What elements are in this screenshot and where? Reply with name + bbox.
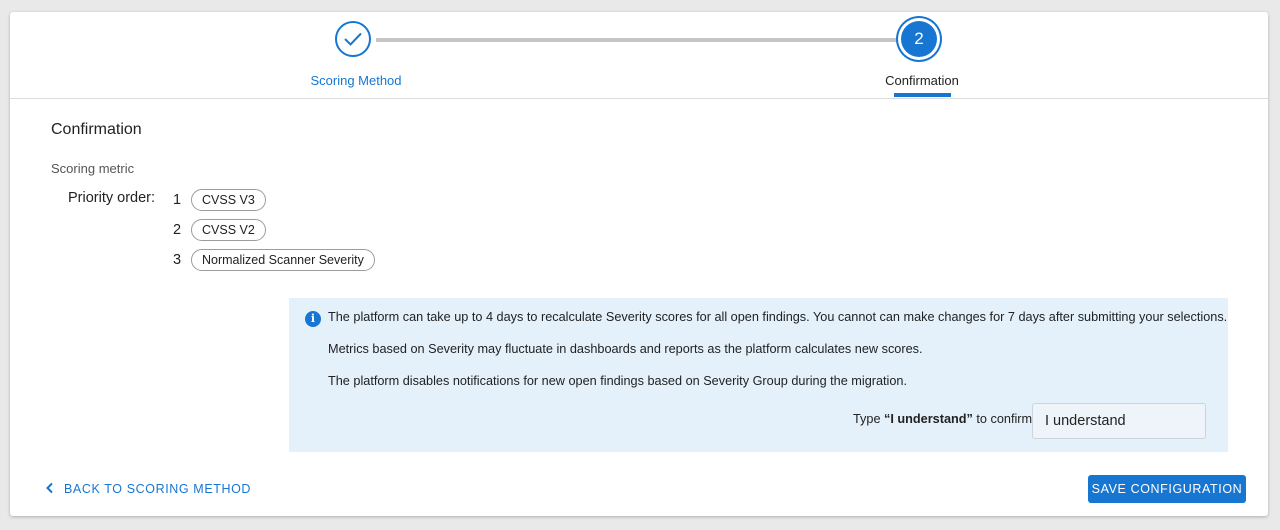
metric-chip: CVSS V2 bbox=[191, 219, 266, 241]
priority-rank: 1 bbox=[173, 192, 182, 208]
priority-rank: 2 bbox=[173, 222, 182, 238]
check-icon bbox=[343, 31, 363, 47]
confirm-input[interactable] bbox=[1032, 403, 1206, 439]
back-to-scoring-method-button[interactable] bbox=[40, 480, 251, 498]
confirm-phrase: “I understand” bbox=[884, 412, 973, 426]
configuration-card bbox=[10, 12, 1268, 516]
priority-rank: 3 bbox=[173, 252, 182, 268]
stepper-connector bbox=[376, 38, 902, 42]
confirm-instruction bbox=[853, 412, 1032, 426]
step-scoring-method-label[interactable]: Scoring Method bbox=[310, 73, 402, 88]
info-icon: i bbox=[305, 311, 321, 327]
priority-order-label: Priority order: bbox=[68, 190, 156, 206]
save-configuration-button[interactable]: SAVE CONFIGURATION bbox=[1088, 475, 1246, 503]
step-confirmation-circle bbox=[901, 21, 937, 57]
notice-line: The platform can take up to 4 days to recalculate Severity scores for all open findings. You cannot can make changes for 7 days after submitting your selections. bbox=[328, 310, 1228, 324]
priority-row bbox=[173, 219, 266, 241]
confirm-suffix: to confirm bbox=[972, 412, 1033, 426]
step-confirmation-label: Confirmation bbox=[885, 73, 959, 88]
active-step-indicator bbox=[894, 93, 951, 97]
priority-row bbox=[173, 249, 375, 271]
confirm-prefix: Type bbox=[853, 412, 885, 426]
notice-line: Metrics based on Severity may fluctuate in dashboards and reports as the platform calculates new scores. bbox=[328, 342, 923, 356]
step-number: 2 bbox=[914, 29, 924, 48]
metric-chip: Normalized Scanner Severity bbox=[191, 249, 375, 271]
scoring-metric-label: Scoring metric bbox=[51, 161, 135, 176]
notice-box bbox=[289, 298, 1228, 452]
back-button-label: BACK TO SCORING METHOD bbox=[64, 482, 252, 496]
step-scoring-method-circle[interactable] bbox=[335, 21, 371, 57]
notice-line: The platform disables notifications for new open findings based on Severity Group during the migration. bbox=[328, 374, 908, 388]
priority-row bbox=[173, 189, 266, 211]
section-title: Confirmation bbox=[51, 121, 142, 138]
chevron-left-icon bbox=[40, 481, 60, 498]
stepper bbox=[10, 12, 1268, 99]
metric-chip: CVSS V3 bbox=[191, 189, 266, 211]
